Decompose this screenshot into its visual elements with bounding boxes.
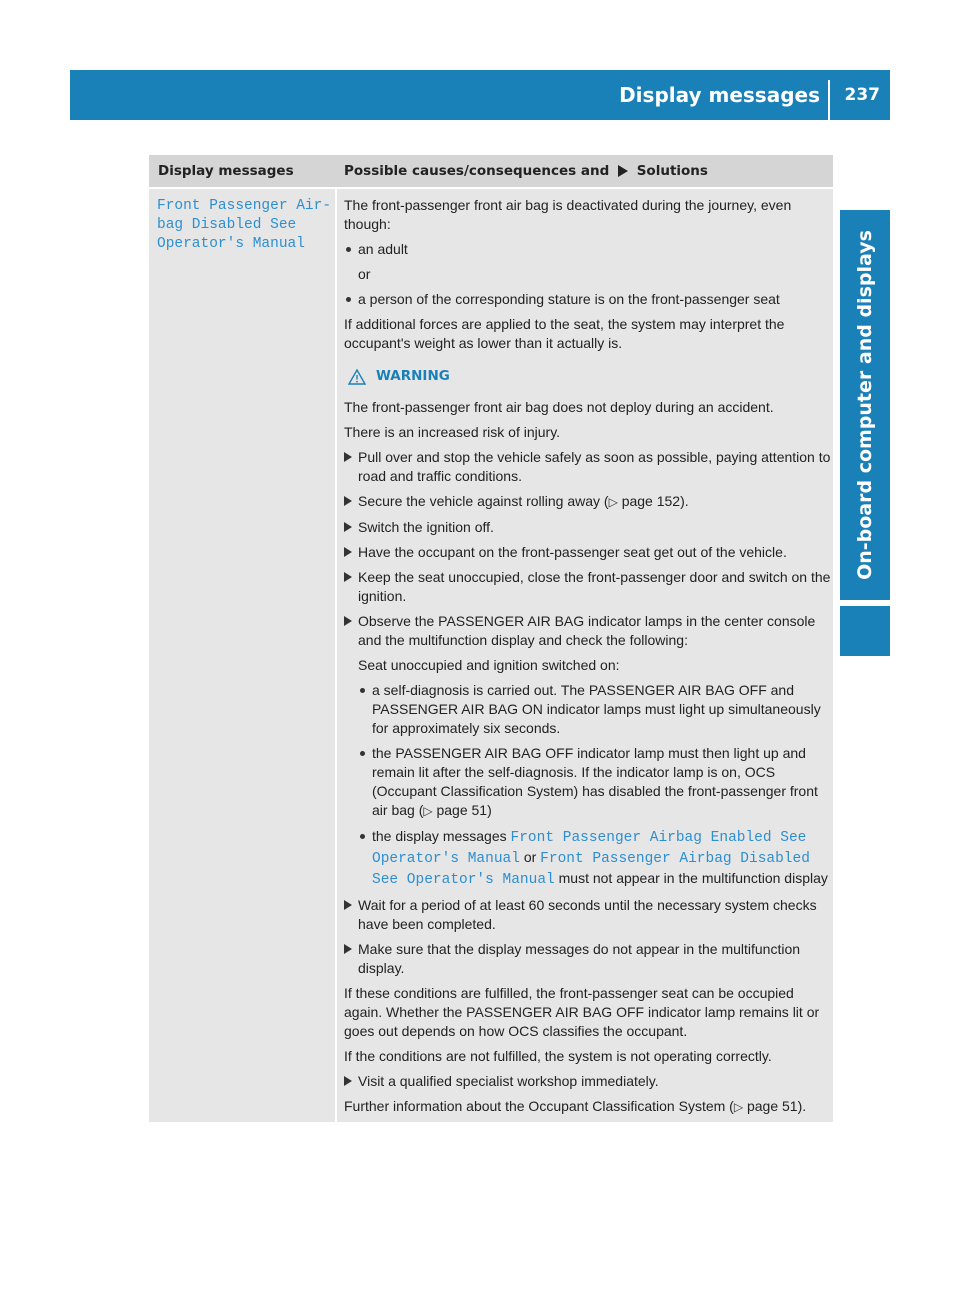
step-item: [344, 1072, 833, 1091]
causes-cell: [337, 189, 833, 1129]
bullet-item: [344, 290, 833, 309]
message-line: Operator's Manual: [157, 236, 305, 252]
step-item: [344, 518, 833, 537]
step-text: Secure the vehicle against rolling away (: [358, 493, 609, 509]
step-item: [344, 940, 833, 978]
step-arrow-icon: [344, 616, 352, 626]
display-message-text: [157, 197, 331, 254]
col2-header-text: Possible causes/consequences and: [344, 163, 610, 179]
message-line: bag Disabled See: [157, 217, 297, 233]
step-item: [344, 568, 833, 606]
or-text: or: [358, 266, 371, 282]
message-line: Front Passenger Air‑: [157, 198, 332, 214]
step-text: Pull over and stop the vehicle safely as soon as possible, paying attention to road and traffic conditions.: [358, 449, 831, 484]
col-header-causes: [344, 163, 708, 179]
warning-text: There is an increased risk of injury.: [344, 424, 561, 440]
bullet-text: must not appear in the multifunction display: [554, 870, 828, 886]
sub-bullet-item: [358, 744, 833, 821]
step-arrow-icon: [344, 547, 352, 557]
step-arrow-icon: [344, 496, 352, 506]
step-text: page 152).: [617, 493, 689, 509]
step-text: Visit a qualified specialist workshop immediately.: [358, 1073, 659, 1089]
warning-text: The front-passenger front air bag does not deploy during an accident.: [344, 399, 774, 415]
step-item: [344, 543, 833, 562]
step-item: [344, 896, 833, 934]
warning-heading: [348, 367, 833, 386]
step-arrow-icon: [344, 900, 352, 910]
step-arrow-icon: [344, 522, 352, 532]
bullet-text: or: [519, 849, 541, 865]
step-item: [344, 448, 833, 486]
solution-arrow-icon: [618, 165, 628, 177]
further-text: page 51).: [743, 1098, 807, 1114]
display-message-ref: Front Passenger Airbag Disabled See Operator's Manual: [372, 851, 810, 888]
bullet-text: a self-diagnosis is carried out. The PASSENGER AIR BAG OFF and PASSENGER AIR BAG ON indicator lamps must light up simultaneously for approximately six seconds.: [372, 682, 821, 736]
bullet-text: page 51): [432, 802, 492, 818]
warning-triangle-icon: [348, 369, 366, 385]
not-fulfilled-text: If the conditions are not fulfilled, the system is not operating correctly.: [344, 1048, 772, 1064]
col2-header-solutions: Solutions: [636, 163, 708, 179]
page-ref-icon: ▷: [608, 495, 618, 509]
page-ref-icon: ▷: [423, 804, 433, 818]
table-row: [149, 189, 833, 1122]
warning-label: WARNING: [376, 368, 450, 384]
step-text: Keep the seat unoccupied, close the front-passenger door and switch on the ignition.: [358, 569, 831, 604]
side-block: [840, 606, 890, 656]
bullet-item: [344, 240, 833, 259]
step-arrow-icon: [344, 1076, 352, 1086]
step-text: Wait for a period of at least 60 seconds until the necessary system checks have been completed.: [358, 897, 817, 932]
step-item: [344, 612, 833, 650]
step-text: Make sure that the display messages do not appear in the multifunction display.: [358, 941, 801, 976]
header-title: Display messages: [619, 83, 820, 107]
step-arrow-icon: [344, 944, 352, 954]
bullet-text: an adult: [358, 241, 408, 257]
page-number: 237: [844, 85, 880, 105]
further-text: Further information about the Occupant Classification System (: [344, 1098, 734, 1114]
step-item: [344, 492, 833, 512]
step-text: Switch the ignition off.: [358, 519, 494, 535]
sub-bullet-item: [358, 827, 833, 890]
sub-intro-text: Seat unoccupied and ignition switched on:: [358, 657, 620, 673]
step-text: Observe the PASSENGER AIR BAG indicator lamps in the center console and the multifunction display and check the following:: [358, 613, 816, 648]
sub-bullet-item: [358, 681, 833, 738]
table-header: [149, 155, 833, 187]
side-chapter-label: On-board computer and displays: [854, 230, 876, 580]
page-ref-icon: ▷: [733, 1100, 744, 1114]
message-cell: [149, 189, 335, 1122]
display-message-ref: Front Passenger Airbag Enabled See Operator's Manual: [372, 830, 807, 867]
step-arrow-icon: [344, 452, 352, 462]
bullet-text: a person of the corresponding stature is on the front-passenger seat: [358, 291, 780, 307]
step-text: Have the occupant on the front-passenger seat get out of the vehicle.: [358, 544, 787, 560]
page-header: [70, 70, 890, 120]
bullet-text: the display messages: [372, 828, 511, 844]
side-chapter-tab: [840, 210, 890, 600]
bullet-text: the PASSENGER AIR BAG OFF indicator lamp must then light up and remain lit after the self-diagnosis. If the indicator lamp is on, OCS (Occupant Classification System) has disabled the front-passenger front air bag (: [372, 745, 818, 818]
intro-text: The front-passenger front air bag is deactivated during the journey, even though:: [344, 197, 792, 232]
header-separator: [828, 80, 830, 120]
step-arrow-icon: [344, 572, 352, 582]
forces-text: If additional forces are applied to the seat, the system may interpret the occupant's weight as lower than it actually is.: [344, 316, 785, 351]
further-info-text: [344, 1097, 833, 1117]
display-messages-table: [149, 155, 833, 1122]
fulfilled-text: If these conditions are fulfilled, the front-passenger seat can be occupied again. Whether the PASSENGER AIR BAG OFF indicator lamp remains lit or goes out depends on how OCS classifies the occupant.: [344, 985, 820, 1039]
col-header-display-messages: Display messages: [158, 163, 294, 179]
